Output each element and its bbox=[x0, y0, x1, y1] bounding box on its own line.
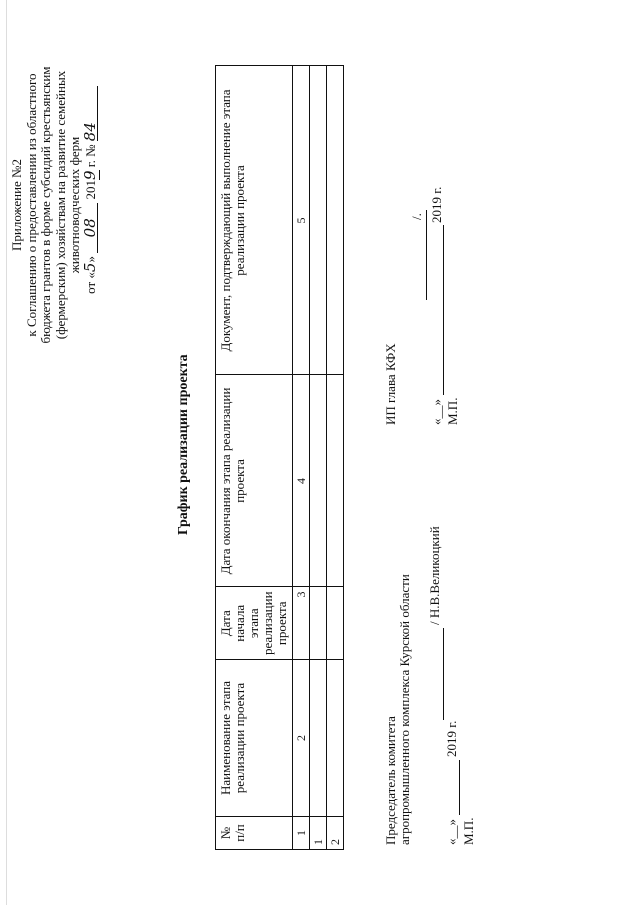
table-cell bbox=[327, 375, 344, 587]
header-cell-confirming-document: Документ, подтверждающий выполнение этапа реализации проекта bbox=[216, 66, 293, 375]
document-title: График реализации проекта bbox=[176, 354, 191, 535]
right-signature-slash: /. bbox=[409, 213, 424, 220]
left-date-line bbox=[459, 760, 460, 815]
right-date-year: 2019 г. bbox=[429, 186, 444, 223]
column-number: 3 bbox=[293, 587, 310, 660]
row-number: 2 bbox=[327, 817, 344, 850]
column-number: 2 bbox=[293, 660, 310, 817]
table-header-row bbox=[216, 66, 293, 850]
left-signatory-name: / Н.В.Великоцкий bbox=[427, 526, 442, 625]
column-number: 4 bbox=[293, 375, 310, 587]
scan-edge-line bbox=[6, 0, 7, 905]
table-cell bbox=[310, 660, 327, 817]
handwritten-doc-number: 84 bbox=[83, 86, 99, 141]
header-cell-number: № п/п bbox=[216, 817, 293, 850]
appendix-block bbox=[10, 25, 98, 385]
right-stamp-label: М.П. bbox=[445, 397, 460, 425]
appendix-line: бюджета грантов в форме субсидий крестьянским bbox=[38, 66, 53, 344]
table-row bbox=[327, 66, 344, 850]
header-cell-end-date: Дата окончания этапа реализации проекта bbox=[216, 375, 293, 587]
column-number: 5 bbox=[293, 66, 310, 375]
handwritten-month: 08 bbox=[83, 203, 99, 253]
right-date-line bbox=[443, 225, 444, 395]
header-cell-start-date: Дата начала этапа реализации проекта bbox=[216, 587, 293, 660]
header-cell-stage-name: Наименование этапа реализации проекта bbox=[216, 660, 293, 817]
schedule-table bbox=[215, 65, 344, 850]
table-cell bbox=[327, 587, 344, 660]
table-cell bbox=[327, 660, 344, 817]
left-stamp-label: М.П. bbox=[461, 817, 476, 845]
left-signatory-position: Председатель комитета bbox=[383, 716, 398, 845]
right-signature-line bbox=[426, 210, 427, 300]
table-row bbox=[310, 66, 327, 850]
appendix-title: Приложение №2 bbox=[9, 159, 24, 251]
left-signature-line bbox=[443, 628, 444, 720]
handwritten-day: 5 bbox=[80, 262, 99, 273]
column-number: 1 bbox=[293, 817, 310, 850]
right-signatory-position: ИП глава КФХ bbox=[383, 343, 398, 425]
table-cell bbox=[310, 66, 327, 375]
table-cell bbox=[327, 66, 344, 375]
appendix-line: (фермерским) хозяйствам на развитие семейных bbox=[52, 70, 68, 340]
left-signatory-organization: агропромышленного комплекса Курской области bbox=[397, 574, 412, 845]
table-cell bbox=[310, 375, 327, 587]
left-date-quote: «__» bbox=[444, 819, 459, 845]
table-cell bbox=[310, 587, 327, 660]
left-date-year: 2019 г. bbox=[444, 720, 459, 757]
appendix-date-line: от «5» 08 2019 г. № 84 bbox=[83, 25, 99, 355]
right-date-quote: «__» bbox=[429, 399, 444, 425]
appendix-line: животноводческих ферм bbox=[67, 136, 82, 274]
row-number: 1 bbox=[310, 817, 327, 850]
column-number-row bbox=[293, 66, 310, 850]
handwritten-year-digit: 9 bbox=[80, 170, 99, 181]
appendix-line: к Соглашению о предоставлении из областного bbox=[23, 73, 39, 337]
